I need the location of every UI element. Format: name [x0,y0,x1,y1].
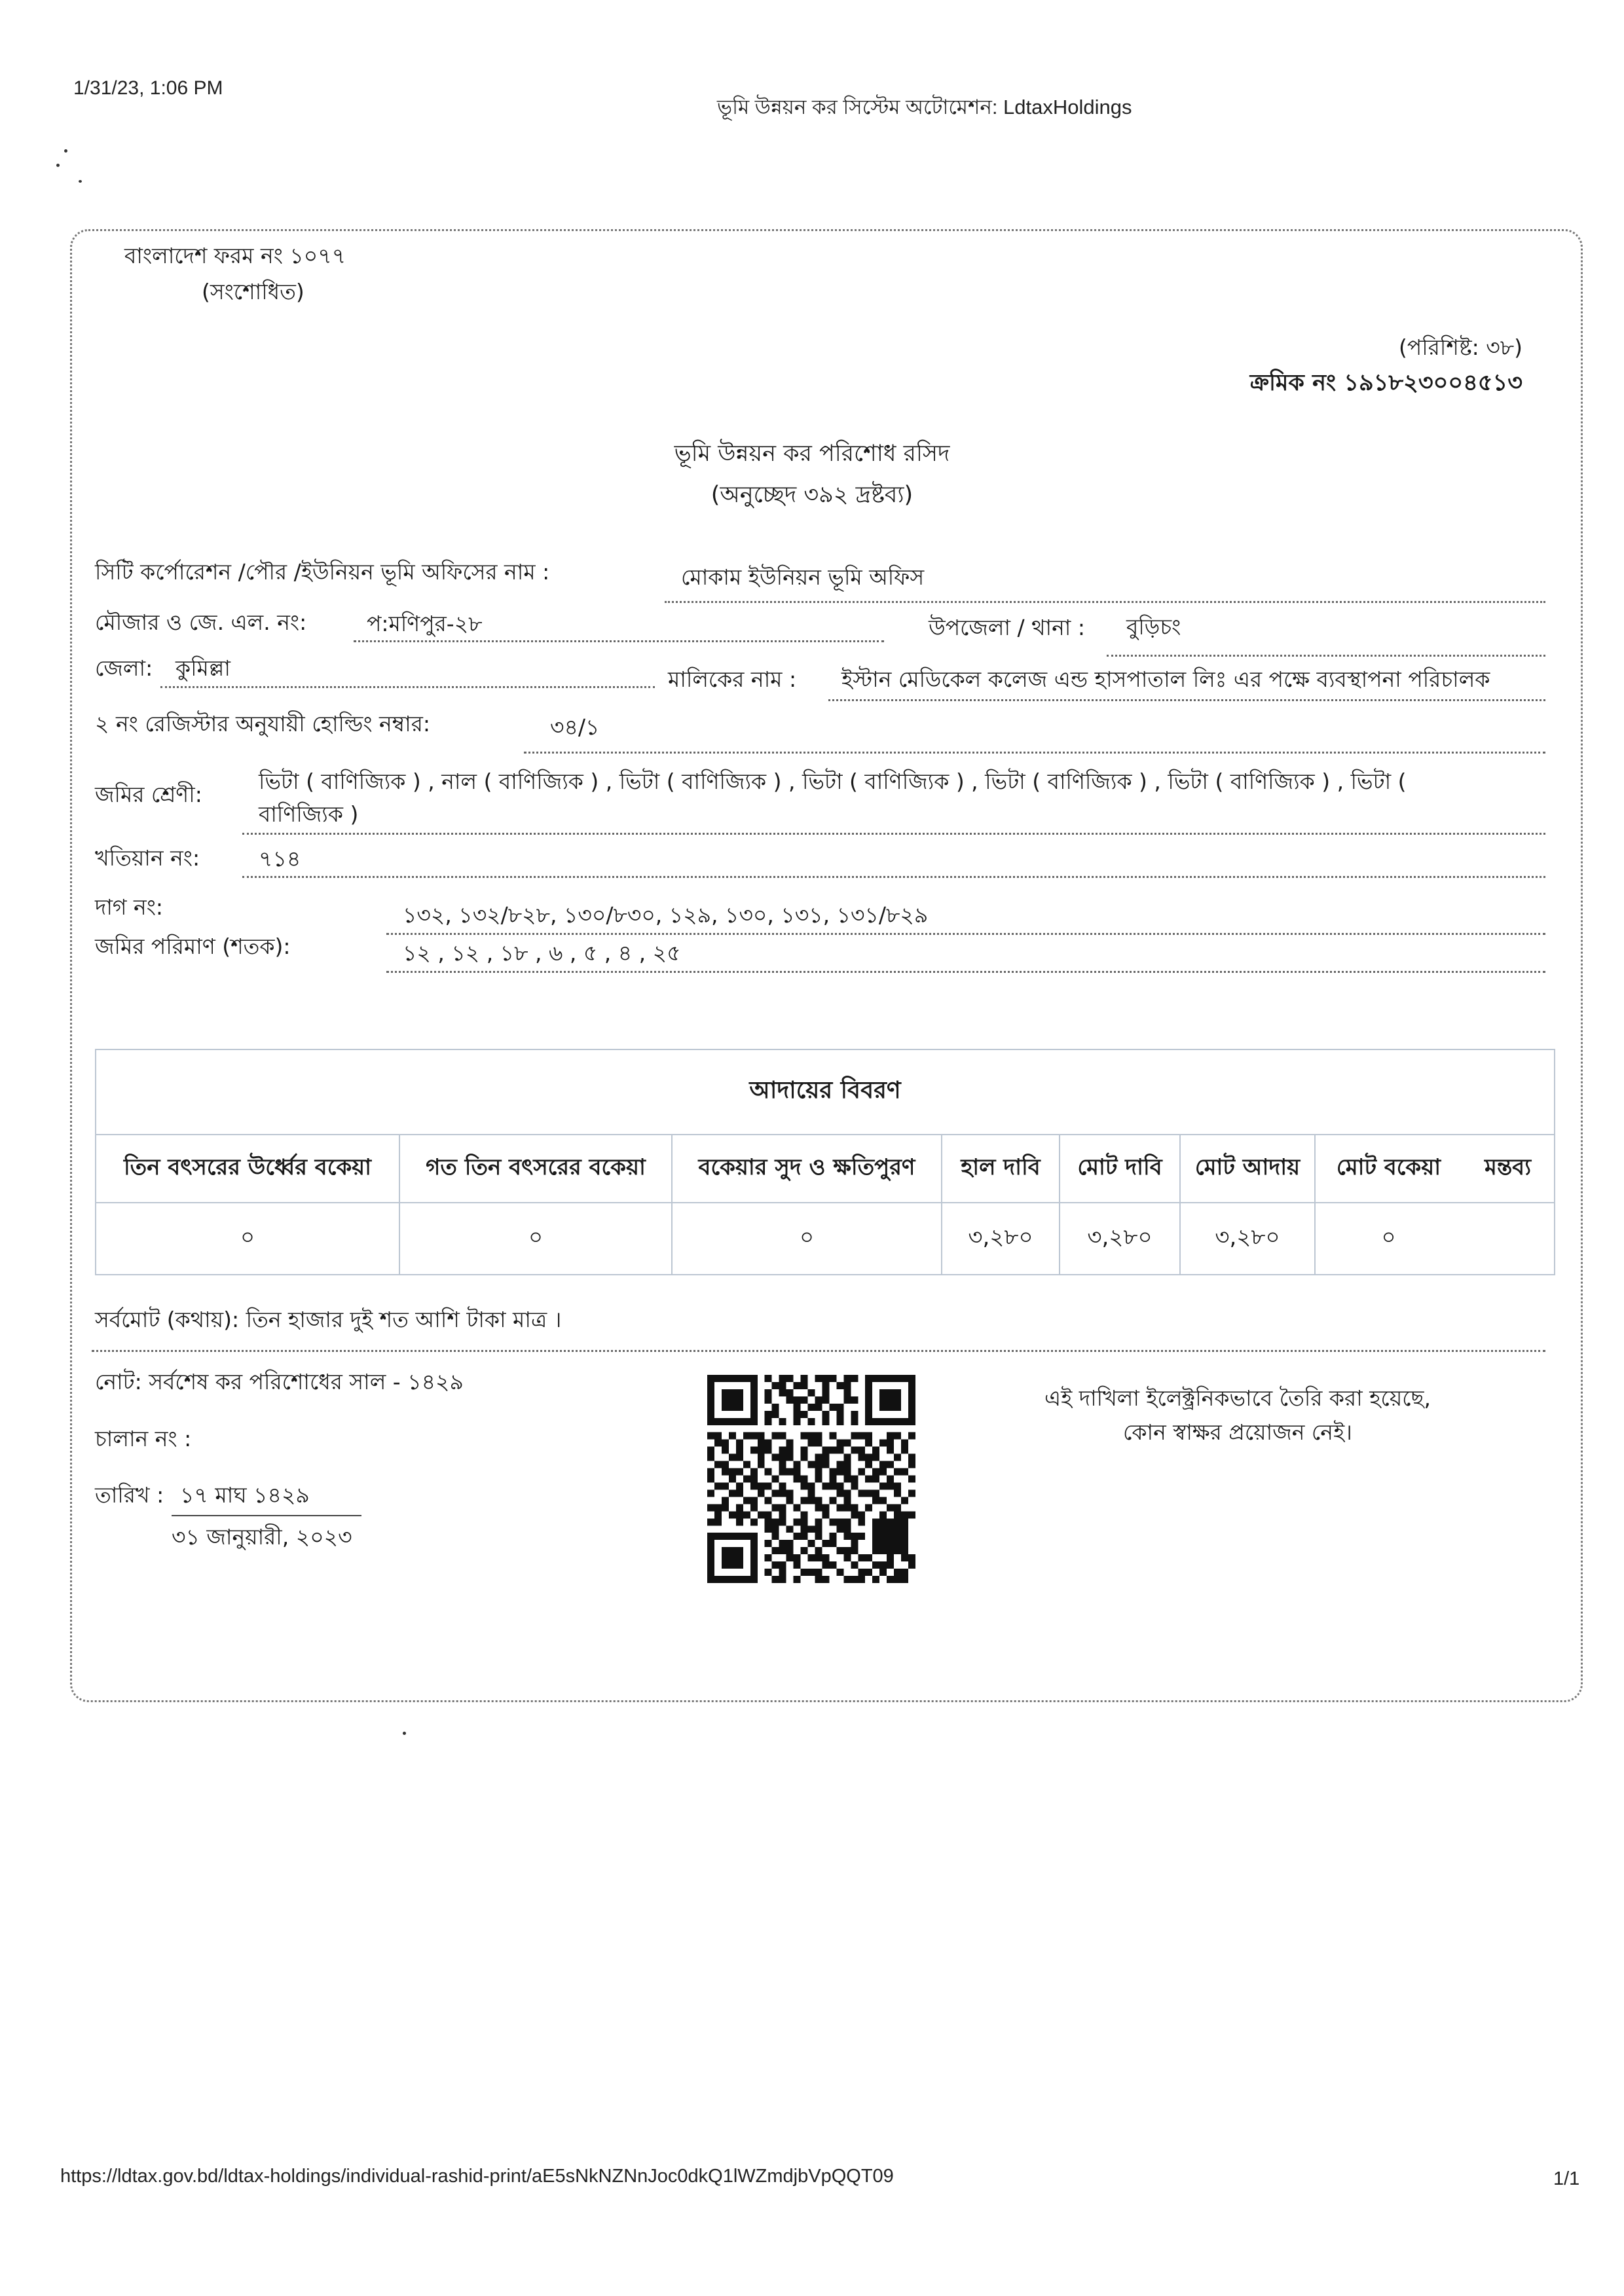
date-bangla: ১৭ মাঘ ১৪২৯ [180,1482,310,1508]
mouza-value: প:মণিপুর-২৮ [367,611,483,636]
owner-underline [828,699,1545,701]
print-datetime: 1/31/23, 1:06 PM [73,77,223,99]
form-amended: (সংশোধিত) [202,279,304,304]
scan-speck [64,149,67,153]
cell-interest: ০ [672,1203,942,1275]
payment-table [95,1049,1555,1275]
mouza-underline [354,640,884,642]
total-underline [92,1350,1545,1352]
date-underline [172,1515,361,1516]
challan-label: চালান নং : [95,1426,192,1451]
date-gregorian: ৩১ জানুয়ারী, ২০২৩ [172,1524,352,1550]
holding-value: ৩৪/১ [550,714,600,740]
receipt-subtitle: (অনুচ্ছেদ ৩৯২ দ্রষ্টব্য) [710,482,913,508]
dag-label: দাগ নং: [95,894,164,920]
payment-table-caption: আদায়ের বিবরণ [96,1049,1555,1135]
khatian-label: খতিয়ান নং: [95,845,200,871]
office-label: সিটি কর্পোরেশন /পৌর /ইউনিয়ন ভূমি অফিসের নাম : [95,559,550,585]
district-label: জেলা: [95,655,153,681]
holding-underline [524,752,1545,754]
cell-total-collected: ৩,২৮০ [1180,1203,1315,1275]
col-header-last-three-years: গত তিন বৎসরের বকেয়া [399,1135,672,1203]
area-label: জমির পরিমাণ (শতক): [95,934,291,959]
date-label: তারিখ : [95,1482,164,1508]
last-payment-note: নোট: সর্বশেষ কর পরিশোধের সাল - ১৪২৯ [95,1369,464,1394]
cell-over-three-years: ০ [96,1203,399,1275]
office-underline [665,601,1545,603]
col-header-total-collected: মোট আদায় [1180,1135,1315,1203]
cell-remarks [1462,1203,1555,1275]
scan-speck [79,180,82,183]
dag-value: ১৩২, ১৩২/৮২৮, ১৩০/৮৩০, ১২৯, ১৩০, ১৩১, ১৩১/৮২৯ [403,902,929,928]
cell-total-demand: ৩,২৮০ [1060,1203,1180,1275]
table-row [96,1203,1555,1275]
khatian-underline [242,876,1545,878]
owner-label: মালিকের নাম : [668,666,797,692]
district-value: কুমিল্লা [175,655,231,681]
land-class-label: জমির শ্রেণী: [95,782,202,807]
cell-last-three-years: ০ [399,1203,672,1275]
form-number: বাংলাদেশ ফরম নং ১০৭৭ [124,243,346,268]
col-header-interest: বকেয়ার সুদ ও ক্ষতিপুরণ [672,1135,942,1203]
qr-code [707,1375,915,1583]
serial-number: ক্রমিক নং ১৯১৮২৩০০৪৫১৩ [1249,370,1522,396]
khatian-value: ৭১৪ [259,846,301,871]
district-underline [160,686,655,688]
col-header-remarks: মন্তব্য [1462,1135,1555,1203]
area-underline [386,971,1545,973]
total-in-words: সর্বমোট (কথায়): তিন হাজার দুই শত আশি টাকা মাত্র । [95,1307,562,1332]
col-header-total-demand: মোট দাবি [1060,1135,1180,1203]
upazila-underline [1107,655,1545,657]
area-value: ১২ , ১২ , ১৮ , ৬ , ৫ , ৪ , ২৫ [403,940,681,966]
cell-total-due: ০ [1315,1203,1462,1275]
cell-current-demand: ৩,২৮০ [942,1203,1060,1275]
col-header-total-due: মোট বকেয়া [1315,1135,1462,1203]
e-receipt-notice-line2: কোন স্বাক্ষর প্রয়োজন নেই। [1123,1419,1352,1445]
appendix-ref: (পরিশিষ্ট: ৩৮) [1399,335,1522,360]
office-value: মোকাম ইউনিয়ন ভূমি অফিস [681,564,925,590]
col-header-current-demand: হাল দাবি [942,1135,1060,1203]
dag-underline [386,933,1545,935]
print-title: ভূমি উন্নয়ন কর সিস্টেম অটোমেশন: LdtaxHoldings [717,96,1132,118]
land-class-underline [242,833,1545,835]
upazila-value: বুড়িচং [1126,614,1181,640]
print-url: https://ldtax.gov.bd/ldtax-holdings/individual-rashid-print/aE5sNkNZNnJoc0dkQ1lWZmdjbVpQQT09 [60,2166,894,2187]
print-page-number: 1/1 [1553,2168,1580,2189]
land-class-line2: বাণিজ্যিক ) [259,801,359,827]
mouza-label: মৌজার ও জে. এল. নং: [95,610,307,635]
receipt-title: ভূমি উন্নয়ন কর পরিশোধ রসিদ [674,441,950,467]
e-receipt-notice-line1: এই দাখিলা ইলেক্ট্রনিকভাবে তৈরি করা হয়েছে, [1044,1385,1431,1411]
col-header-over-three-years: তিন বৎসরের উর্ধ্বের বকেয়া [96,1135,399,1203]
holding-label: ২ নং রেজিস্টার অনুযায়ী হোল্ডিং নম্বার: [95,711,431,737]
scan-speck [56,164,60,167]
owner-value: ইস্টান মেডিকেল কলেজ এন্ড হাসপাতাল লিঃ এর পক্ষে ব্যবস্থাপনা পরিচালক [841,666,1490,692]
scan-speck [403,1732,406,1735]
land-class-line1: ভিটা ( বাণিজ্যিক ) , নাল ( বাণিজ্যিক ) , ভিটা ( বাণিজ্যিক ) , ভিটা ( বাণিজ্যিক ) , ভিটা ( বাণিজ্যিক ) , ভিটা ( বাণিজ্যিক ) , ভিটা ( [259,769,1407,794]
upazila-label: উপজেলা / থানা : [929,615,1085,640]
